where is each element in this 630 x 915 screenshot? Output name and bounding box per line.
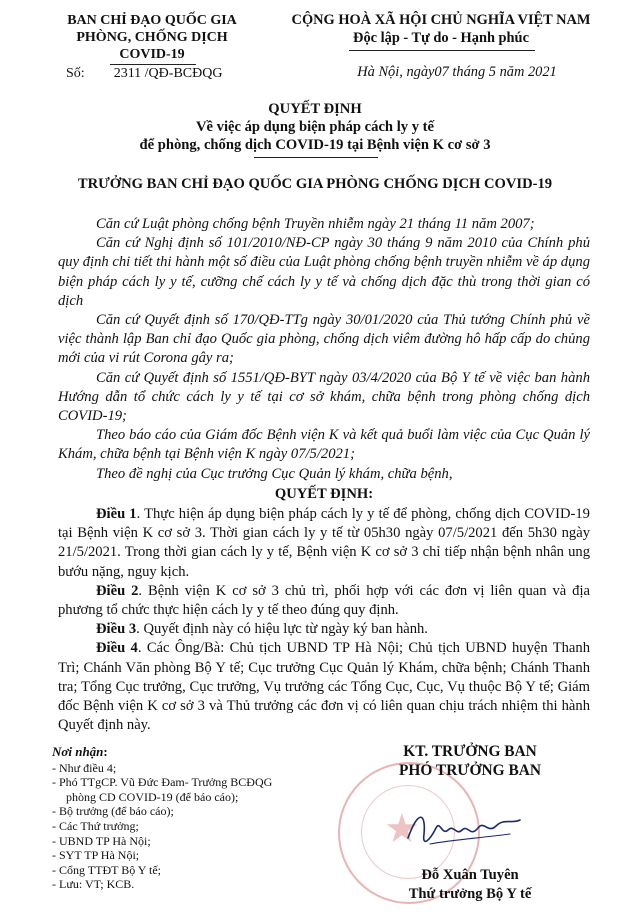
recipients-heading: Nơi nhận bbox=[52, 744, 104, 759]
preamble-item: Căn cứ Quyết định số 1551/QĐ-BYT ngày 03/4/2020 của Bộ Y tế về việc ban hành Hướng dẫn tổ chức cách ly y tế tại cơ sở khám, chữa bệnh trong phòng chống dịch COVID-19; bbox=[58, 369, 590, 425]
preamble-item: Theo báo cáo của Giám đốc Bệnh viện K và kết quả buổi làm việc của Cục Quản lý Khám, chữa bệnh tại Bệnh viện K ngày 07/5/2021; bbox=[58, 427, 590, 463]
preamble-item: Căn cứ Quyết định số 170/QĐ-TTg ngày 30/01/2020 của Thủ tướng Chính phủ về việc thành lập Ban chỉ đạo Quốc gia phòng, chống dịch viêm đường hô hấp cấp do chủng mới của vi rút Corona gây ra; bbox=[58, 312, 590, 367]
issuing-agency bbox=[52, 12, 252, 63]
preamble bbox=[58, 215, 590, 484]
recipient-item: - Như điều 4; bbox=[52, 760, 117, 775]
article-label: Điều 4 bbox=[96, 640, 138, 657]
document-body bbox=[58, 215, 590, 735]
article-text: . Quyết định này có hiệu lực từ ngày ký ban hành. bbox=[136, 621, 428, 638]
article-3 bbox=[58, 620, 590, 639]
seal-star-icon: ★ bbox=[384, 806, 420, 851]
signer-title: Thứ trưởng Bộ Y tế bbox=[408, 886, 532, 902]
article-text: . Các Ông/Bà: Chủ tịch UBND TP Hà Nội; Chủ tịch UBND huyện Thanh Trì; Chánh Văn phòng Bộ Y tế; Cục trưởng Cục Quản lý Khám, chữa bệnh; Chánh Thanh tra; Tổng Cục trưởng, Cục trưởng, Vụ trưởng các Tổng Cục, Cục, Vụ thuộc Bộ Y tế; Giám đốc Bệnh viện K cơ sở 3 và Thủ trưởng các đơn vị có liên quan chịu trách nhiệm thi hành Quyết định này. bbox=[58, 640, 590, 734]
agency-line-3: COVID-19 bbox=[119, 47, 185, 62]
recipient-item: - Lưu: VT; KCB. bbox=[52, 877, 135, 892]
article-label: Điều 2 bbox=[96, 582, 139, 599]
national-header bbox=[282, 12, 600, 48]
nation-name: CỘNG HOÀ XÃ HỘI CHỦ NGHĨA VIỆT NAM bbox=[291, 12, 591, 28]
signer-name: Đỗ Xuân Tuyên bbox=[421, 867, 519, 883]
recipient-item: - Bộ trưởng (để báo cáo); bbox=[52, 804, 174, 819]
recipient-item: - Phó TTgCP. Vũ Đức Đam- Trưởng BCĐQG bbox=[52, 775, 273, 790]
decision-title-block bbox=[0, 100, 630, 154]
signature-role-1: KT. TRƯỞNG BAN bbox=[403, 743, 537, 760]
preamble-item: Theo đề nghị của Cục trưởng Cục Quản lý khám, chữa bệnh, bbox=[96, 465, 453, 482]
recipient-item: - UBND TP Hà Nội; bbox=[52, 833, 151, 848]
article-text: . Bệnh viện K cơ sở 3 chủ trì, phối hợp với các đơn vị liên quan và địa phương tổ chức thực hiện cách ly y tế theo đúng quy định. bbox=[58, 582, 590, 619]
article-4 bbox=[58, 639, 590, 735]
document-number bbox=[66, 66, 222, 82]
article-label: Điều 3 bbox=[96, 621, 137, 638]
recipient-item: - SYT TP Hà Nội; bbox=[52, 848, 140, 863]
recipient-item: - Cổng TTĐT Bộ Y tế; bbox=[52, 862, 161, 877]
issuing-authority: TRƯỞNG BAN CHỈ ĐẠO QUỐC GIA PHÒNG CHỐNG DỊCH COVID-19 bbox=[77, 176, 553, 192]
decision-heading: QUYẾT ĐỊNH: bbox=[274, 485, 374, 502]
preamble-item: Căn cứ Nghị định số 101/2010/NĐ-CP ngày 30 tháng 9 năm 2010 của Chính phủ quy định chi tiết thi hành một số điều của Luật phòng chống bệnh truyền nhiễm về áp dụng biện pháp cách ly y tế, cưỡng chế cách ly y tế và chống dịch đặc thù trong thời gian có dịch bbox=[58, 235, 590, 309]
recipient-item: - Các Thứ trưởng; bbox=[52, 818, 139, 833]
recipient-item: phòng CD COVID-19 (để báo cáo); bbox=[66, 789, 239, 804]
handwritten-signature bbox=[400, 800, 530, 860]
number-label: Số: bbox=[66, 66, 85, 81]
agency-underline bbox=[110, 64, 196, 65]
subject-line-2: để phòng, chống dịch COVID-19 tại Bệnh viện K cơ sở 3 bbox=[139, 137, 491, 153]
national-motto: Độc lập - Tự do - Hạnh phúc bbox=[353, 30, 529, 46]
article-1 bbox=[58, 505, 590, 582]
title-underline bbox=[254, 157, 378, 158]
articles bbox=[58, 505, 590, 735]
subject-line-1: Về việc áp dụng biện pháp cách ly y tế bbox=[196, 119, 434, 135]
motto-underline bbox=[349, 50, 535, 51]
agency-line-2: PHÒNG, CHỐNG DỊCH bbox=[76, 30, 228, 45]
signer bbox=[350, 866, 590, 904]
doc-type: QUYẾT ĐỊNH bbox=[268, 101, 362, 117]
article-text: . Thực hiện áp dụng biện pháp cách ly y tế để phòng, chống dịch COVID-19 tại Bệnh viện K cơ sở 3. Thời gian cách ly y tế từ 05h30 ngày 07/5/2021 đến 5h30 ngày 21/5/2021. Trong thời gian cách ly y tế, Bệnh viện K cơ sở 3 chỉ tiếp nhận bệnh nhân ung bướu nặng, nguy kịch. bbox=[58, 506, 590, 580]
place-and-date: Hà Nội, ngày07 tháng 5 năm 2021 bbox=[357, 64, 557, 80]
recipients-block: Nơi nhận: - Như điều 4; - Phó TTgCP. Vũ Đức Đam- Trưởng BCĐQG phòng CD COVID-19 (để báo cáo); - Bộ trưởng (để báo cáo); - Các Thứ trưởng; - UBND TP Hà Nội; - SYT TP Hà Nội; - Cổng TTĐT Bộ Y tế; - Lưu: VT; KCB. bbox=[52, 745, 312, 892]
signature-role-2: PHÓ TRƯỞNG BAN bbox=[399, 762, 541, 779]
number-value: 2311 /QĐ-BCĐQG bbox=[113, 66, 223, 81]
agency-line-1: BAN CHỈ ĐẠO QUỐC GIA bbox=[67, 13, 237, 28]
signature-block bbox=[350, 742, 590, 780]
article-label: Điều 1 bbox=[96, 506, 137, 523]
preamble-item: Căn cứ Luật phòng chống bệnh Truyền nhiễm ngày 21 tháng 11 năm 2007; bbox=[96, 216, 535, 232]
article-2 bbox=[58, 582, 590, 620]
